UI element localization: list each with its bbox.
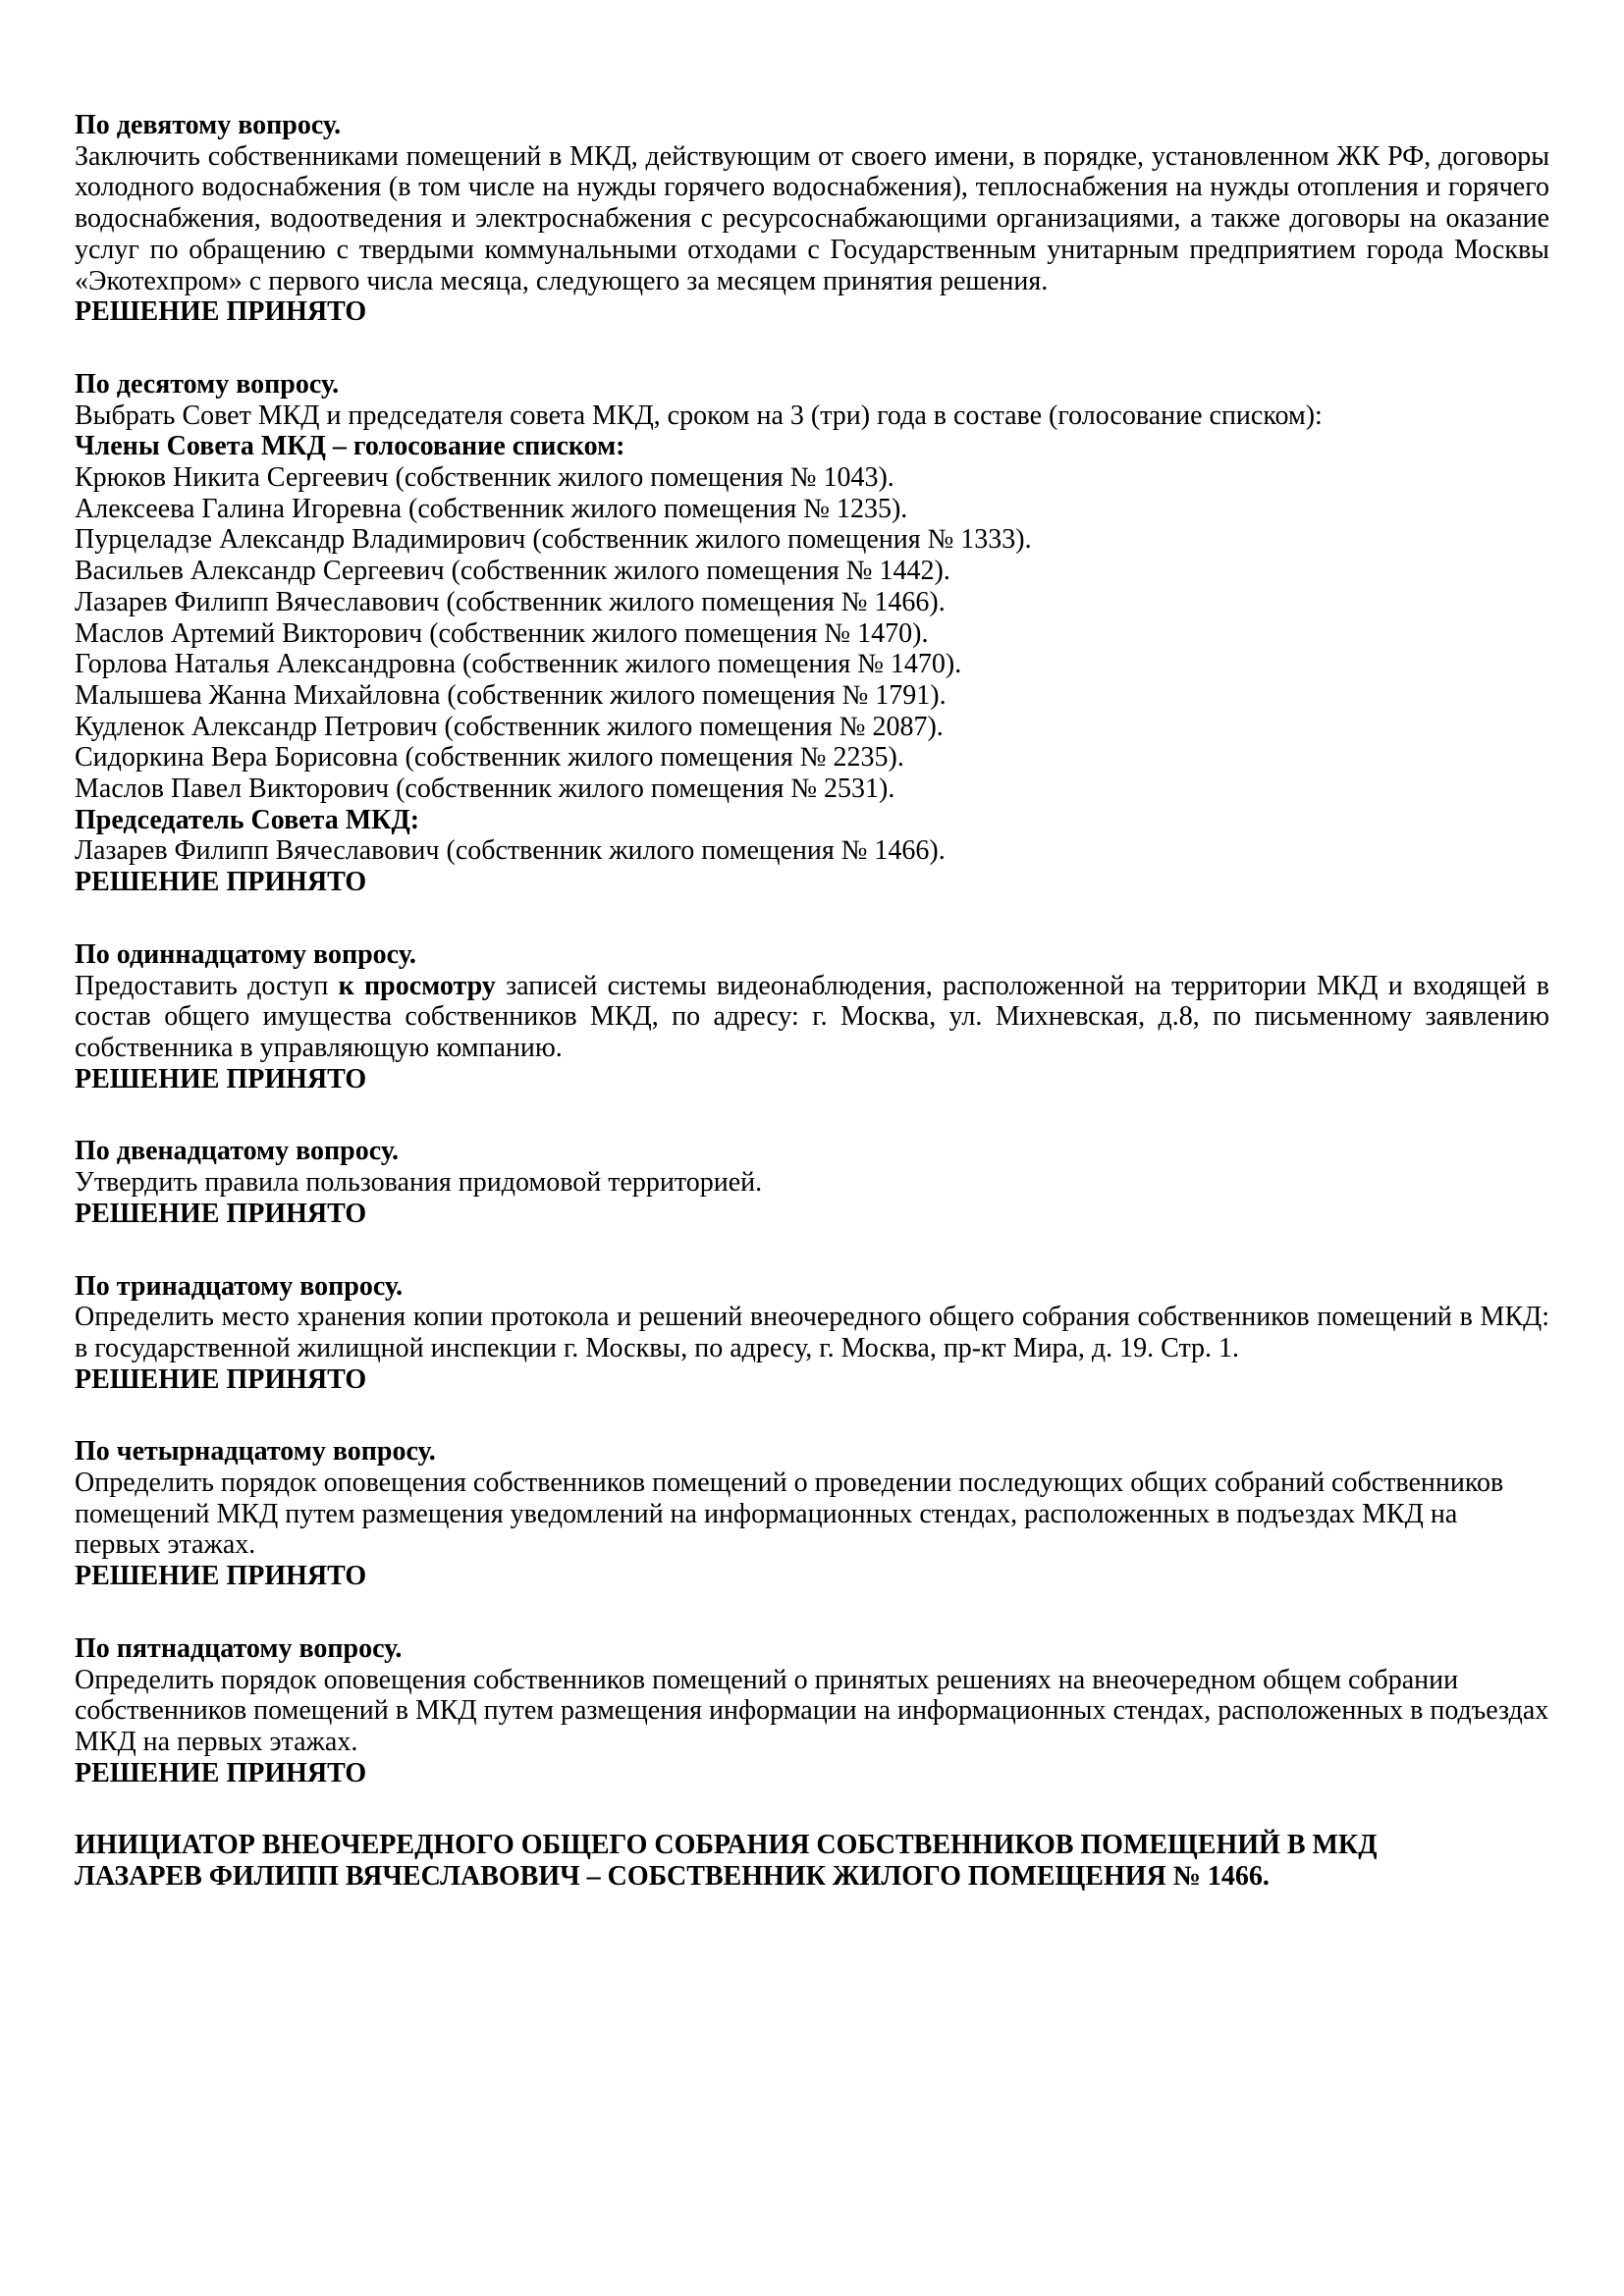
initiator-line-1: ИНИЦИАТОР ВНЕОЧЕРЕДНОГО ОБЩЕГО СОБРАНИЯ СОБСТВЕННИКОВ ПОМЕЩЕНИЙ В МКД — [75, 1830, 1378, 1861]
body-text: Предоставить доступ — [75, 970, 339, 1001]
question-heading: По одиннадцатому вопросу. — [75, 938, 416, 970]
question-heading: По девятому вопросу. — [75, 110, 342, 140]
resolution-status: РЕШЕНИЕ ПРИНЯТО — [75, 296, 367, 328]
member-item: Кудленок Александр Петрович (собственник жилого помещения № 2087). — [75, 711, 944, 742]
question-body — [75, 971, 1549, 1064]
member-item: Лазарев Филипп Вячеславович (собственник жилого помещения № 1466). — [75, 586, 946, 617]
body-text-bold: к просмотру — [338, 970, 496, 1001]
resolution-status: РЕШЕНИЕ ПРИНЯТО — [75, 867, 367, 898]
body-text: записей системы видеонаблюдения, расположенной на территории МКД и входящей в состав общего имущества собственников МКД, по адресу: г. Москва, ул. Михневская, д.8, по письменному заявлению собственника в управляющую компанию. — [75, 970, 1549, 1063]
question-10-section — [75, 369, 1549, 898]
initiator-block — [75, 1830, 1549, 1892]
members-list-heading: Члены Совета МКД – голосование списком: — [75, 431, 625, 462]
member-item: Крюков Никита Сергеевич (собственник жилого помещения № 1043). — [75, 462, 894, 494]
member-item: Горлова Наталья Александровна (собственник жилого помещения № 1470). — [75, 649, 962, 680]
question-body: Определить порядок оповещения собственников помещений о проведении последующих общих собраний собственников помещений МКД путем размещения уведомлений на информационных стендах, расположенных в подъездах МКД на первых этажах. — [75, 1468, 1504, 1561]
question-heading: По четырнадцатому вопросу. — [75, 1436, 436, 1468]
resolution-status: РЕШЕНИЕ ПРИНЯТО — [75, 1063, 367, 1095]
question-heading: По пятнадцатому вопросу. — [75, 1632, 403, 1664]
question-body: Определить порядок оповещения собственников помещений о принятых решениях на внеочередном общем собрании собственников помещений в МКД путем размещения информации на информационных стендах, расположенных в подъездах МКД на первых этажах. — [75, 1664, 1549, 1757]
question-heading: По тринадцатому вопросу. — [75, 1270, 404, 1302]
initiator-line-2: ЛАЗАРЕВ ФИЛИПП ВЯЧЕСЛАВОВИЧ – СОБСТВЕННИК ЖИЛОГО ПОМЕЩЕНИЯ № 1466. — [75, 1861, 1270, 1893]
member-item: Васильев Александр Сергеевич (собственник жилого помещения № 1442). — [75, 556, 950, 587]
chairman-item: Лазарев Филипп Вячеславович (собственник жилого помещения № 1466). — [75, 835, 946, 867]
question-9-section — [75, 110, 1549, 328]
question-heading: По двенадцатому вопросу. — [75, 1136, 400, 1167]
question-12-section — [75, 1136, 1549, 1229]
question-15-section — [75, 1633, 1549, 1789]
member-item: Маслов Павел Викторович (собственник жилого помещения № 2531). — [75, 774, 895, 805]
chairman-heading: Председатель Совета МКД: — [75, 804, 420, 835]
resolution-status: РЕШЕНИЕ ПРИНЯТО — [75, 1757, 367, 1789]
member-item: Сидоркина Вера Борисовна (собственник жилого помещения № 2235). — [75, 742, 904, 774]
question-body: Выбрать Совет МКД и председателя совета МКД, сроком на 3 (три) года в составе (голосование списком): — [75, 400, 1323, 431]
resolution-status: РЕШЕНИЕ ПРИНЯТО — [75, 1363, 367, 1395]
question-body: Определить место хранения копии протокола и решений внеочередного общего собрания собственников помещений в МКД: в государственной жилищной инспекции г. Москвы, по адресу, г. Москва, пр-кт Мира, д. 19. Стр. 1. — [75, 1302, 1549, 1363]
question-body: Заключить собственниками помещений в МКД, действующим от своего имени, в порядке, установленном ЖК РФ, договоры холодного водоснабжения (в том числе на нужды горячего водоснабжения), теплоснабжения на нужды отопления и горячего водоснабжения, водоотведения и электроснабжения с ресурсоснабжающими организациями, а также договоры на оказание услуг по обращению с твердыми коммунальными отходами с Государственным унитарным предприятием города Москвы «Экотехпром» с первого числа месяца, следующего за месяцем принятия решения. — [75, 140, 1549, 296]
member-item: Малышева Жанна Михайловна (собственник жилого помещения № 1791). — [75, 679, 947, 711]
member-item: Пурцеладзе Александр Владимирович (собственник жилого помещения № 1333). — [75, 524, 1032, 556]
member-item: Алексеева Галина Игоревна (собственник жилого помещения № 1235). — [75, 493, 908, 524]
member-item: Маслов Артемий Викторович (собственник жилого помещения № 1470). — [75, 617, 929, 649]
resolution-status: РЕШЕНИЕ ПРИНЯТО — [75, 1198, 367, 1229]
question-13-section — [75, 1271, 1549, 1396]
question-body: Утвердить правила пользования придомовой территорией. — [75, 1167, 763, 1199]
question-11-section — [75, 939, 1549, 1095]
resolution-status: РЕШЕНИЕ ПРИНЯТО — [75, 1561, 367, 1592]
question-heading: По десятому вопросу. — [75, 368, 340, 400]
question-14-section — [75, 1436, 1549, 1592]
